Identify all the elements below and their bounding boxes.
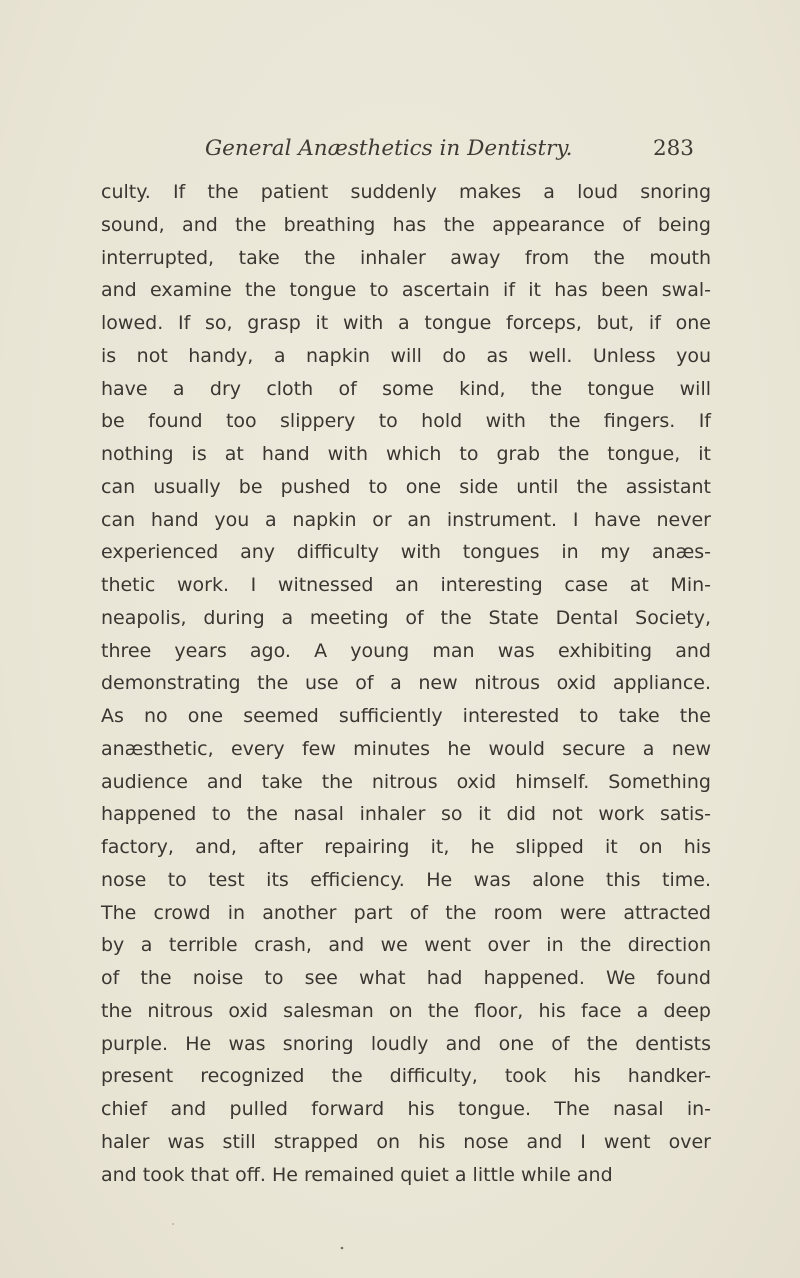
text-line: neapolis, during a meeting of the State Dental Society, [101,606,711,629]
text-line: can usually be pushed to one side until the assistant [101,475,711,498]
page-number: 283 [652,136,694,161]
text-line: interrupted, take the inhaler away from the mouth [101,246,711,269]
text-line: present recognized the difficulty, took his handker- [101,1065,711,1088]
text-line: chief and pulled forward his tongue. The nasal in- [101,1098,711,1120]
text-line: experienced any difficulty with tongues in my anæs- [101,541,711,564]
running-head-title: General Anæsthetics in Dentistry. [205,136,573,161]
text-line: haler was still strapped on his nose and I went over [101,1130,711,1153]
body-text [101,176,711,1191]
text-line: can hand you a napkin or an instrument. I have never [101,508,711,531]
text-line: have a dry cloth of some kind, the tongue will [101,377,711,400]
speck [172,1223,174,1225]
text-line: culty. If the patient suddenly makes a loud snoring [101,181,711,203]
text-line: lowed. If so, grasp it with a tongue forceps, but, if one [101,312,711,334]
text-line: and examine the tongue to ascertain if it has been swal- [101,279,711,302]
text-line: factory, and, after repairing it, he slipped it on his [101,836,711,858]
text-line: anæsthetic, every few minutes he would secure a new [101,737,711,760]
text-line: audience and take the nitrous oxid himself. Something [101,770,711,793]
speck [341,1247,344,1250]
text-line: the nitrous oxid salesman on the floor, his face a deep [101,999,711,1022]
text-line: demonstrating the use of a new nitrous oxid appliance. [101,672,711,695]
text-line: As no one seemed sufficiently interested to take the [101,705,711,727]
text-line: happened to the nasal inhaler so it did not work satis- [101,803,711,826]
text-line: is not handy, a napkin will do as well. Unless you [101,344,711,367]
text-line: sound, and the breathing has the appearance of being [101,213,711,236]
text-line: thetic work. I witnessed an interesting case at Min- [101,574,711,596]
text-line: three years ago. A young man was exhibiting and [101,639,711,662]
text-line: The crowd in another part of the room were attracted [101,901,711,924]
text-line: and took that off. He remained quiet a little while and [101,1163,613,1186]
text-line: by a terrible crash, and we went over in the direction [101,934,711,957]
text-line: nothing is at hand with which to grab the tongue, it [101,443,711,465]
text-line: of the noise to see what had happened. We found [101,967,711,989]
text-line: purple. He was snoring loudly and one of the dentists [101,1032,711,1055]
text-line: nose to test its efficiency. He was alone this time. [101,868,711,891]
text-line: be found too slippery to hold with the fingers. If [101,410,711,433]
